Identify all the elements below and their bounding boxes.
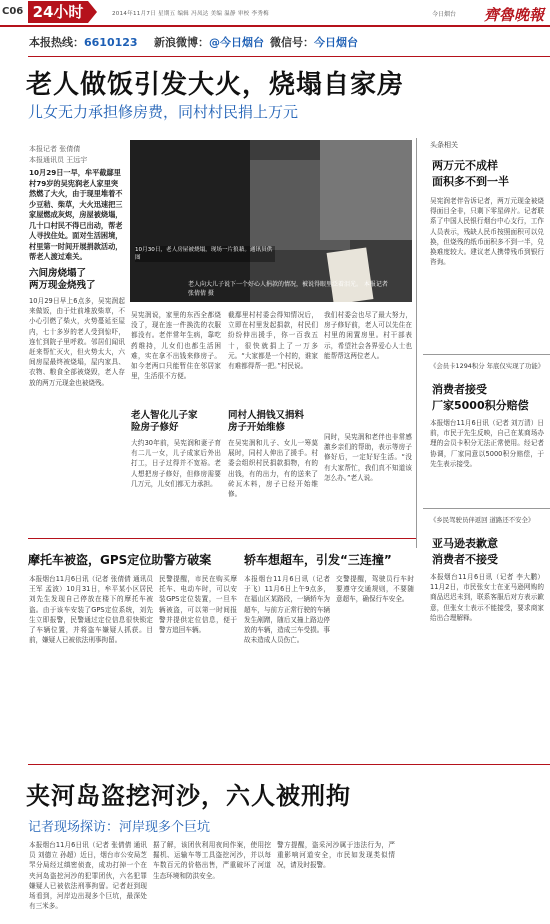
photo-caption: 10月30日，老人房屋被烧塌，现场一片狼藉。通讯员供图: [135, 246, 275, 262]
hotline-rule: [28, 56, 550, 57]
sec1-kicker: 六间房烧塌了 两万现金烧残了: [29, 268, 96, 291]
main-headline: 老人做饭引发大火，烧塌自家房: [26, 70, 405, 100]
sidebar-label: 头条相关: [430, 141, 458, 149]
story2-headline: 摩托车被盗，GPS定位助警方破案: [28, 553, 212, 567]
hotline: 本报热线：6610123: [29, 36, 138, 49]
story2-body: 本报烟台11月6日讯（记者 张倩倩 通讯员 王军 孟波）10月31日，牟平某小区居民刘先生发现自己停放在楼下的摩托车被盗。由于该车安装了GPS定位系统，刘先生立即报警，民警通过定位信息很快锁定了车辆位置，并将盗车嫌疑人抓获。目前，嫌疑人已被依法刑事拘留。: [29, 575, 153, 645]
main-subhead: 儿女无力承担修房费，同村村民捐上万元: [28, 103, 299, 121]
weibo: 新浪微博：@今日烟台: [154, 36, 264, 49]
sidebar-rule-2: [423, 508, 550, 509]
issue-info: 2014年11月7日 星期五 编辑 冯凤达 美编 温静 审校 李秀梅: [112, 11, 269, 17]
story4-body-2: 据了解，该团伙利用夜间作案，使用挖掘机、运输车等工具盗挖河沙，并以每车数百元的价格出售，严重破坏了河道生态环境和防洪安全。: [153, 841, 271, 880]
story3-headline: 轿车想超车，引发“三连撞”: [244, 553, 392, 567]
main-byline: 本报记者 张倩倩 本报通讯员 王远宇: [29, 145, 88, 164]
main-lead: 10月29日一早，牟平截鄢里村79岁的吴宪润老人家里突然燃了大火，由于现里堆着不少豆秸、柴草，大火迅速把三家屋燃成灰烬，房屋被烧塌，几十口村民不得已出动，帮老人寻找住处。面对生活困境，村里第一时间开展捐款活动，帮老人渡过难关。: [29, 168, 123, 260]
box1-kicker: 《会员卡1294积分 年底仅实现了功能》: [430, 362, 545, 370]
story4-body-3: 警方提醒，盗采河沙属于违法行为，严重影响河道安全，市民如发现类似情况，请及时报警。: [277, 841, 395, 870]
box1-headline: 消费者接受 厂家5000积分赔偿: [432, 383, 529, 412]
sidebar-headline: 两万元不成样 面积多不到一半: [432, 159, 509, 188]
top-rule: [0, 25, 550, 27]
fire-photo: [130, 140, 412, 302]
page-number: C06: [2, 6, 24, 17]
photo-caption-2: 老人向大儿子说下一个好心人捐款的情况，被说得眼里泛着泪光。 本报记者 张倩倩 摄: [188, 281, 388, 297]
col3-body-2: 在吴宪润和儿子、女儿一筹莫展时，同村人伸出了援手。村委会组织村民捐款捐物，有的出钱，有的出力，有的送来了砖瓦木料，房子已经开始维修。: [228, 439, 318, 499]
box2-body: 本报烟台11月6日讯（记者 李大鹏）11月2日，市民张女士在亚马逊网购的商品迟迟未到，联系客服后对方表示歉意，但张女士表示不能接受，要求商家给出合理解释。: [430, 573, 544, 622]
box2-headline: 亚马逊表歉意 消费者不接受: [432, 537, 498, 566]
col2-body-2: 大约30年前，吴宪润和妻子育有二儿一女，儿子成家后外出打工，日子过得并不宽裕。老人想把房子修好，但修房需要几万元，儿女们都无力承担。: [131, 439, 221, 488]
col4-body-2: 同时，吴宪润和老伴也非常感激乡亲们的帮助，表示等房子修好后，一定好好生活。“没有大家帮忙，我们真不知道该怎么办。”老人说。: [324, 433, 412, 482]
box1-body: 本报烟台11月6日讯（记者 刘万清）日前，市民于先生反映，自己在某商场办理的会员卡积分无法正常使用。经记者协调，厂家同意以5000积分赔偿，于先生表示接受。: [430, 419, 544, 468]
story4-headline: 夹河岛盗挖河沙，六人被刑拘: [26, 782, 351, 810]
sidebar-divider: [416, 138, 417, 548]
sidebar-rule-1: [423, 354, 550, 355]
story2-body-2: 民警提醒，市民在购买摩托车、电动车时，可以安装GPS定位装置，一旦车辆被盗，可以第一时间报警并提供定位信息，便于警方追回车辆。: [159, 575, 237, 635]
story3-body: 本报烟台11月6日讯（记者 于飞）11月6日上午9点多，在福山区某路段，一辆轿车为超车，与前方正常行驶的车辆发生剐蹭，随后又撞上路边停放的车辆，造成三车受损。事故未造成人员伤亡。: [244, 575, 330, 645]
box2-kicker: 《乡民驾驶员伴返回 道路还不安全》: [430, 516, 535, 524]
story4-rule: [28, 764, 550, 765]
col3-kicker: 同村人捐钱又捐料 房子开始维修: [228, 410, 305, 433]
col3-body: 截鄢里村村委会得知情况后，立即在村里发起捐款，村民们纷纷伸出援手，你一百我五十，很快就捐上了一万多元。“大家都是一个村的，谁家有难都得帮一把。”村民说。: [228, 311, 318, 371]
col2-body: 吴宪润说，家里的东西全都烧没了，现在连一件换洗的衣服都没有。老伴常年生病，靠吃药维持，儿女们也都生活困难，实在拿不出钱来修房子。如今老两口只能暂住在邻居家里，生活很不方便。: [131, 311, 221, 381]
story3-body-2: 交警提醒，驾驶员行车时要遵守交通规则，不要随意超车，确保行车安全。: [336, 575, 414, 604]
newspaper-logo: 齊魯晚報: [484, 6, 545, 24]
col2-kicker: 老人智化儿子家 险房子修好: [131, 410, 198, 433]
col4-body: 我们村委会也尽了最大努力，房子修好前，老人可以先住在村里的闲置房里。村干部表示，希望社会各界爱心人士也能帮帮这两位老人。: [324, 311, 412, 360]
section-label: 24小时: [28, 1, 88, 23]
section-tag: 今日烟台: [432, 11, 457, 18]
section-arrow-icon: [88, 1, 97, 23]
wechat: 微信号：今日烟台: [270, 36, 358, 49]
story2-rule: [28, 538, 416, 539]
sidebar-body: 吴宪润老伴告诉记者，两万元现金被烧得面目全非，只剩下零星碎片。记者联系了中国人民银行烟台中心支行，工作人员表示，残缺人民币按照面积可以兑换，但烧残的纸币面积多不到一半，兑换难度较大。建议老人携带残币到银行咨询。: [430, 197, 544, 267]
story4-subhead: 记者现场探访：河岸现多个巨坑: [28, 820, 211, 835]
story4-body: 本报烟台11月6日讯（记者 张倩倩 通讯员 刘德立 孙超）近日，烟台市公安局芝罘分局经过缜密侦查，成功打掉一个在夹河岛盗挖河沙的犯罪团伙，六名犯罪嫌疑人已被依法刑事拘留。记者赶到现场看到，河岸边出现多个巨坑，最深处有三米多。: [29, 841, 147, 911]
sec1-body: 10月29日早上6点多，吴宪润起来做饭，由于灶前堆放柴草，不小心引燃了柴火，火势蔓延至屋内，七十多岁的老人受到惊吓，连忙到院子里呼救。邻居们闻讯赶来帮忙灭火，但火势太大，六间房屋最终被烧塌，屋内家具、衣物、粮食全部被烧毁，老人存放的两万元现金也被烧残。: [29, 297, 125, 387]
